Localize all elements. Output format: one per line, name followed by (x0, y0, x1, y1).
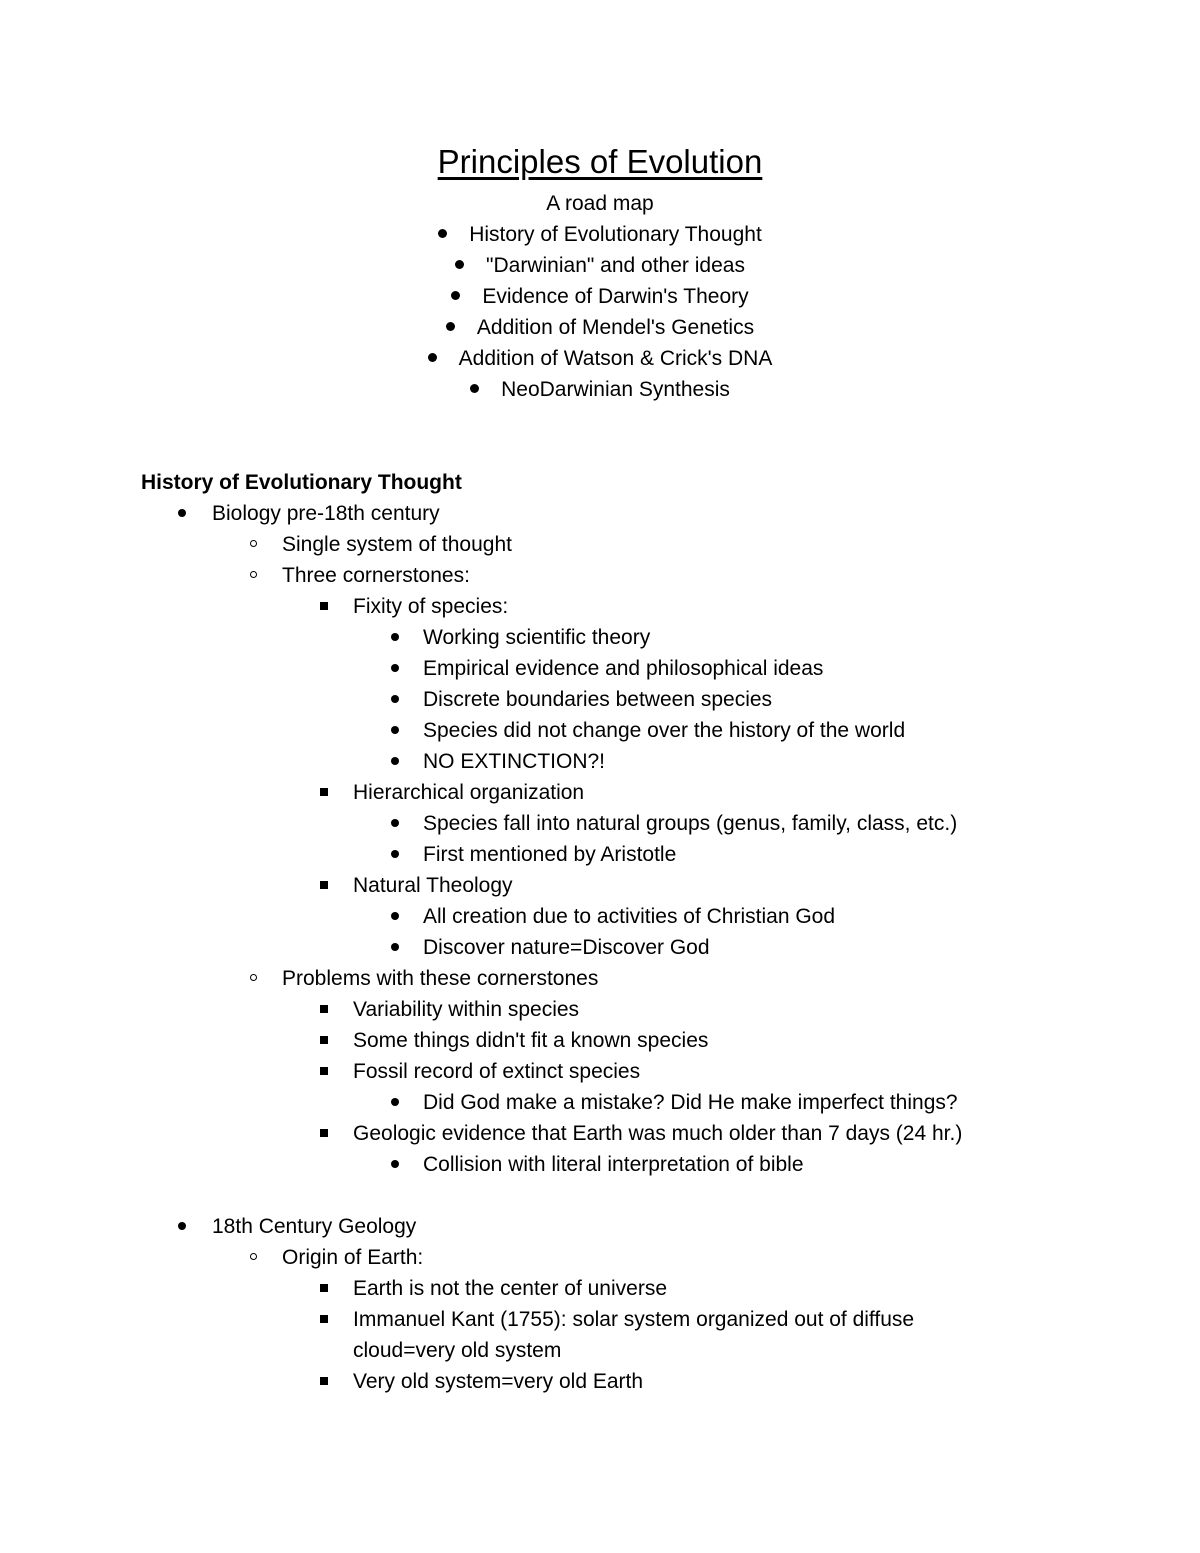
bullet-disc-icon (428, 353, 437, 362)
outline-item-text: Geologic evidence that Earth was much older than 7 days (24 hr.) (353, 1122, 963, 1145)
document-title (0, 140, 1200, 184)
bullet-disc-icon (451, 291, 460, 300)
outline-list (0, 498, 1200, 1397)
outline-item-text: Species fall into natural groups (genus, family, class, etc.) (423, 812, 958, 835)
bullet-disc-icon (391, 912, 399, 920)
bullet-disc-icon (178, 1222, 186, 1230)
outline-item-text: Some things didn't fit a known species (353, 1029, 709, 1052)
outline-item (0, 777, 1200, 808)
bullet-square-icon (320, 788, 328, 796)
section-heading: History of Evolutionary Thought (141, 471, 462, 494)
bullet-circle-icon (250, 571, 257, 578)
bullet-square-icon (320, 1005, 328, 1013)
outline-item-text: Species did not change over the history of the world (423, 719, 906, 742)
bullet-disc-icon (391, 757, 399, 765)
bullet-disc-icon (470, 384, 479, 393)
outline-item-text: Immanuel Kant (1755): solar system organized out of diffuse cloud=very old system (353, 1308, 915, 1362)
bullet-disc-icon (391, 850, 399, 858)
outline-item (0, 1273, 1200, 1304)
bullet-square-icon (320, 1067, 328, 1075)
outline-item-text: Discover nature=Discover God (423, 936, 710, 959)
bullet-disc-icon (446, 322, 455, 331)
roadmap-item (0, 219, 1200, 250)
outline-item-text: 18th Century Geology (212, 1215, 417, 1238)
roadmap-item-text: History of Evolutionary Thought (469, 223, 762, 246)
outline-item (0, 498, 1200, 529)
outline-item (0, 932, 1200, 963)
outline-item (0, 839, 1200, 870)
bullet-circle-icon (250, 974, 257, 981)
outline-item (0, 994, 1200, 1025)
bullet-disc-icon (438, 229, 447, 238)
roadmap-item (0, 312, 1200, 343)
outline-item-text: Natural Theology (353, 874, 513, 897)
outline-item (0, 901, 1200, 932)
outline-item-text: Working scientific theory (423, 626, 651, 649)
outline-item (0, 1149, 1200, 1180)
roadmap-item-text: Addition of Watson & Crick's DNA (458, 347, 773, 370)
outline-item-text: Variability within species (353, 998, 580, 1021)
outline-item (0, 684, 1200, 715)
bullet-disc-icon (391, 664, 399, 672)
outline-item-text: Earth is not the center of universe (353, 1277, 668, 1300)
outline-item-text: Discrete boundaries between species (423, 688, 773, 711)
bullet-circle-icon (250, 1253, 257, 1260)
document-subtitle: A road map (546, 192, 654, 215)
bullet-disc-icon (391, 1098, 399, 1106)
outline-item-text: First mentioned by Aristotle (423, 843, 677, 866)
spacer (0, 1180, 1200, 1211)
outline-item-text: Did God make a mistake? Did He make imperfect things? (423, 1091, 958, 1114)
outline-item-text: Collision with literal interpretation of bible (423, 1153, 804, 1176)
roadmap-item-text: "Darwinian" and other ideas (486, 254, 745, 277)
bullet-disc-icon (391, 943, 399, 951)
outline-item-text: Problems with these cornerstones (282, 967, 599, 990)
outline-item (0, 1304, 1200, 1366)
bullet-square-icon (320, 1377, 328, 1385)
outline-item (0, 591, 1200, 622)
bullet-square-icon (320, 1129, 328, 1137)
outline-item (0, 715, 1200, 746)
bullet-disc-icon (391, 819, 399, 827)
outline-item-text: Empirical evidence and philosophical ideas (423, 657, 824, 680)
outline-item-text: All creation due to activities of Christian God (423, 905, 836, 928)
bullet-circle-icon (250, 540, 257, 547)
outline-item-text: Origin of Earth: (282, 1246, 424, 1269)
outline-item (0, 1366, 1200, 1397)
outline-item-text: Three cornerstones: (282, 564, 470, 587)
outline-item (0, 1211, 1200, 1242)
outline-item (0, 808, 1200, 839)
roadmap-item-text: Evidence of Darwin's Theory (482, 285, 749, 308)
outline-item-text: Hierarchical organization (353, 781, 585, 804)
bullet-disc-icon (455, 260, 464, 269)
bullet-disc-icon (178, 509, 186, 517)
outline-item-text: NO EXTINCTION?! (423, 750, 606, 773)
bullet-square-icon (320, 1036, 328, 1044)
roadmap-item (0, 281, 1200, 312)
outline-item (0, 529, 1200, 560)
bullet-square-icon (320, 881, 328, 889)
outline-item (0, 746, 1200, 777)
outline-item (0, 1087, 1200, 1118)
bullet-disc-icon (391, 1160, 399, 1168)
outline-item (0, 1025, 1200, 1056)
roadmap-item-text: Addition of Mendel's Genetics (476, 316, 755, 339)
bullet-square-icon (320, 1315, 328, 1323)
outline-item (0, 622, 1200, 653)
outline-item-text: Biology pre-18th century (212, 502, 440, 525)
document-title-text: Principles of Evolution (437, 143, 763, 180)
outline-item-text: Fixity of species: (353, 595, 509, 618)
roadmap-item (0, 343, 1200, 374)
outline-item (0, 560, 1200, 591)
outline-item-text: Very old system=very old Earth (353, 1370, 644, 1393)
roadmap-list (0, 219, 1200, 405)
outline-item (0, 870, 1200, 901)
outline-item (0, 1056, 1200, 1087)
outline-item (0, 1118, 1200, 1149)
outline-item (0, 653, 1200, 684)
bullet-square-icon (320, 602, 328, 610)
bullet-disc-icon (391, 695, 399, 703)
outline-item-text: Single system of thought (282, 533, 512, 556)
roadmap-item (0, 374, 1200, 405)
bullet-disc-icon (391, 633, 399, 641)
roadmap-item (0, 250, 1200, 281)
bullet-disc-icon (391, 726, 399, 734)
outline-item (0, 963, 1200, 994)
outline-item-text: Fossil record of extinct species (353, 1060, 641, 1083)
outline-item (0, 1242, 1200, 1273)
roadmap-item-text: NeoDarwinian Synthesis (501, 378, 730, 401)
bullet-square-icon (320, 1284, 328, 1292)
